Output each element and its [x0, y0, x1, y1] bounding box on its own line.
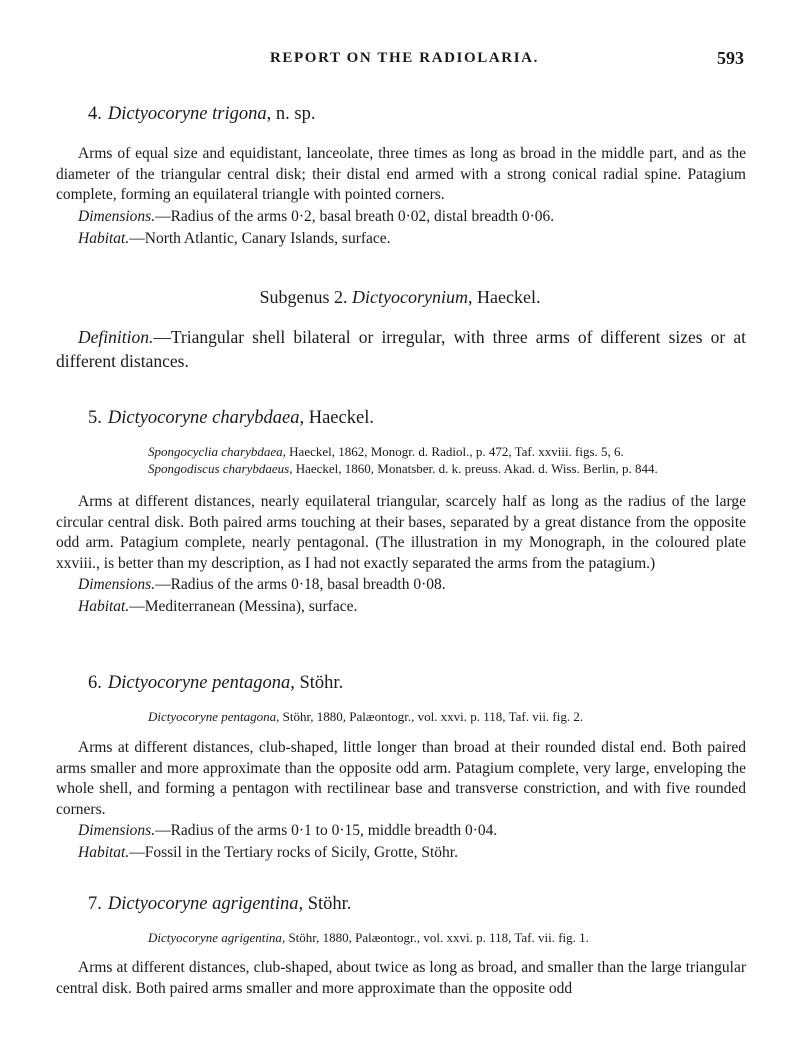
species-name: Dictyocoryne charybdaea — [107, 408, 300, 428]
dimensions-label: Dimensions. — [78, 207, 156, 225]
species-name: Dictyocoryne trigona — [107, 104, 267, 124]
species-author: , Stöhr. — [298, 894, 352, 914]
synonym-citation: , Haeckel, 1862, Monogr. d. Radiol., p. 472, Taf. xxviii. figs. 5, 6. — [282, 444, 624, 459]
synonym-citation: , Haeckel, 1860, Monatsber. d. k. preuss. Akad. d. Wiss. Berlin, p. 844. — [289, 461, 658, 476]
subgenus-heading — [0, 287, 800, 308]
running-title: REPORT ON THE RADIOLARIA. — [270, 50, 539, 66]
dimensions-text: —Radius of the arms 0·18, basal breadth 0·08. — [155, 576, 446, 593]
species-6-heading — [56, 673, 746, 694]
habitat-text: —North Atlantic, Canary Islands, surface. — [129, 229, 391, 247]
page-number: 593 — [717, 48, 744, 68]
species-number: 7. — [88, 894, 102, 914]
species-7-synonymy — [148, 929, 748, 946]
synonym-name: Dictyocoryne agrigentina — [148, 930, 282, 945]
species-name: Dictyocoryne pentagona — [107, 673, 291, 693]
species-description: Arms of equal size and equidistant, lanceolate, three times as long as broad in the middle part, and as the diameter of the triangular central disk; their distal end armed with a strong conical radial spine. Patagium complete, forming an equilateral triangle with pointed corners. — [56, 145, 746, 203]
species-author: , n. sp. — [266, 104, 316, 124]
species-author: , Stöhr. — [290, 673, 344, 693]
definition-text: —Triangular shell bilateral or irregular, with three arms of different sizes or at different distances. — [56, 327, 746, 371]
synonym-line — [148, 708, 748, 725]
dimensions-text: —Radius of the arms 0·2, basal breath 0·02, distal breadth 0·06. — [155, 207, 555, 225]
species-4-body — [56, 144, 746, 250]
dimensions-line — [56, 820, 746, 842]
species-description: Arms at different distances, nearly equilateral triangular, scarcely half as long as the radius of the large circular central disk. Both paired arms touching at their bases, separated by a great distance from the opposite odd arm. Patagium complete, nearly pentagonal. (The illustration in my Monograph, in the coloured plate xxviii., is better than my description, as I had not exactly separated the arms from the patagium.) — [56, 493, 746, 572]
species-description: Arms at different distances, club-shaped, little longer than broad at their rounded distal end. Both paired arms smaller and more approximate than the opposite odd arm. Patagium complete, very large, enveloping the whole shell, and forming a pentagon with rectilinear base and transverse constriction, and with five rounded corners. — [56, 739, 746, 818]
synonym-line — [148, 929, 748, 946]
species-author: , Haeckel. — [299, 408, 374, 428]
habitat-line — [56, 842, 746, 864]
species-7-heading — [56, 894, 746, 915]
synonym-name: Spongodiscus charybdaeus — [148, 461, 290, 476]
species-4-heading — [56, 104, 746, 125]
dimensions-label: Dimensions. — [78, 822, 156, 839]
running-header — [0, 50, 800, 74]
dimensions-line — [56, 574, 746, 596]
species-name: Dictyocoryne agrigentina — [107, 894, 299, 914]
synonym-citation: , Stöhr, 1880, Palæontogr., vol. xxvi. p. 118, Taf. vii. fig. 2. — [276, 709, 584, 724]
species-number: 4. — [88, 104, 102, 124]
species-5-synonymy — [148, 443, 748, 477]
subgenus-author: , Haeckel. — [468, 287, 541, 307]
habitat-text: —Fossil in the Tertiary rocks of Sicily, Grotte, Stöhr. — [129, 844, 458, 861]
dimensions-label: Dimensions. — [78, 576, 156, 593]
dimensions-text: —Radius of the arms 0·1 to 0·15, middle breadth 0·04. — [155, 822, 498, 839]
species-6-body — [56, 738, 746, 864]
synonym-line — [148, 460, 748, 477]
species-7-body — [56, 958, 746, 999]
synonym-name: Dictyocoryne pentagona — [148, 709, 277, 724]
habitat-label: Habitat. — [78, 229, 130, 247]
habitat-line — [56, 596, 746, 618]
synonym-citation: , Stöhr, 1880, Palæontogr., vol. xxvi. p. 118, Taf. vii. fig. 1. — [281, 930, 589, 945]
habitat-label: Habitat. — [78, 844, 130, 861]
definition-label: Definition. — [78, 327, 154, 347]
habitat-label: Habitat. — [78, 598, 130, 615]
habitat-line — [56, 228, 746, 250]
species-number: 5. — [88, 408, 102, 428]
subgenus-definition — [56, 325, 746, 373]
species-5-heading — [56, 408, 746, 429]
synonym-name: Spongocyclia charybdaea — [148, 444, 283, 459]
habitat-text: —Mediterranean (Messina), surface. — [129, 598, 358, 615]
subgenus-prefix: Subgenus 2. — [259, 287, 353, 307]
species-6-synonymy — [148, 708, 748, 725]
synonym-line — [148, 443, 748, 460]
species-5-body — [56, 492, 746, 618]
subgenus-name: Dictyocorynium — [352, 287, 468, 307]
species-number: 6. — [88, 673, 102, 693]
species-description: Arms at different distances, club-shaped, about twice as long as broad, and smaller than the large triangular central disk. Both paired arms smaller and more approximate than the opposite odd — [56, 959, 746, 997]
dimensions-line — [56, 206, 746, 228]
